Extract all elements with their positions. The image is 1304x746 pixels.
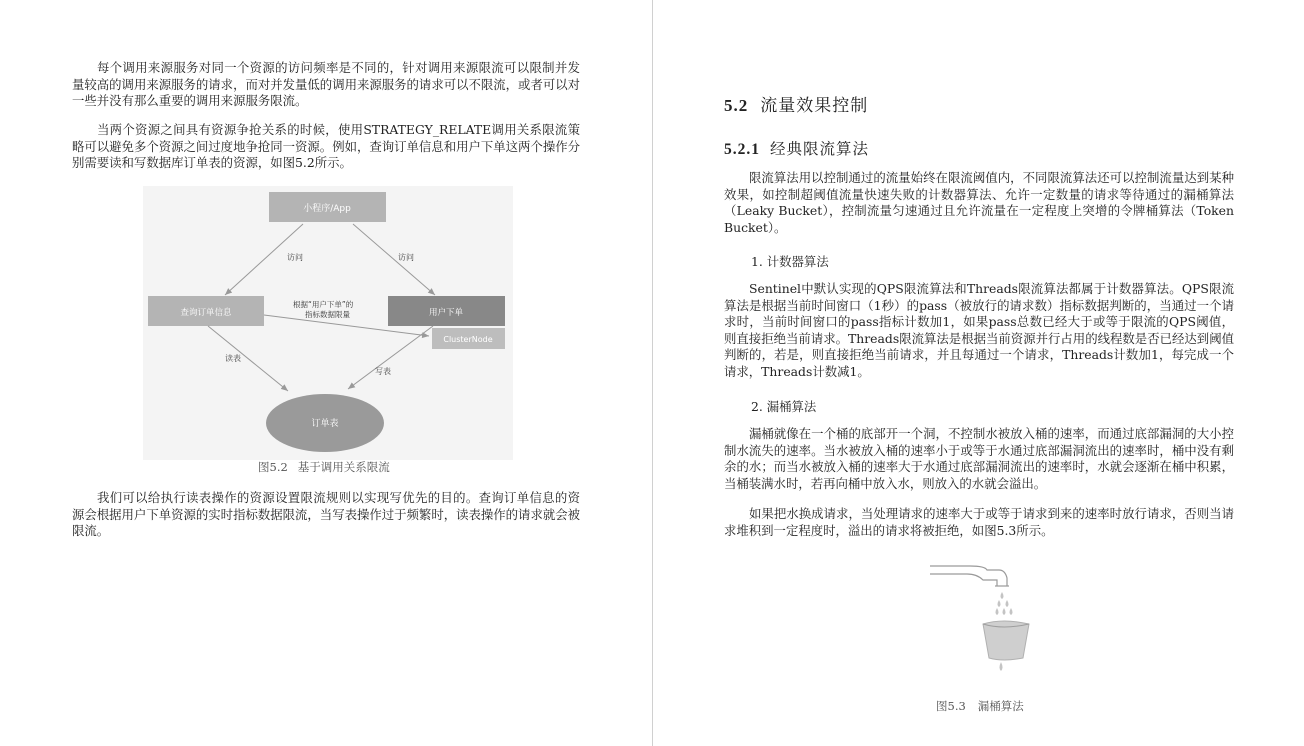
user-order-label: 用户下单: [428, 308, 464, 318]
section-heading: [724, 91, 868, 116]
figure-5-3-caption-text: 漏桶算法: [977, 699, 1024, 713]
figure-leaky-bucket-illustration: [925, 556, 1055, 686]
heading-counter-algorithm: 1. 计数器算法: [751, 254, 829, 269]
paragraph-write-priority: 我们可以给执行读表操作的资源设置限流规则以实现写优先的目的。查询订单信息的资源会根据用户下单资源的实时指标数据限流，当写表操作过于频繁时，读表操作的请求就会被限流。: [72, 490, 581, 539]
write-table-label: 写表: [375, 367, 391, 376]
read-table-label: 读表: [225, 354, 241, 363]
section-number: 5.2: [724, 96, 749, 115]
query-order-label: 查询订单信息: [180, 308, 232, 318]
paragraph-leaky-bucket: 漏桶就像在一个桶的底部开一个洞，不控制水被放入桶的速率，而通过底部漏洞的大小控制水流失的速率。当水被放入桶的速率小于或等于水通过底部漏洞流出的速率时，桶中没有剩余的水；而当水被放入桶的速率大于水通过底部漏洞流出的速率时，水就会逐渐在桶中积累，当桶装满水时，若再向桶中放入水，则放入的水就会溢出。: [724, 426, 1234, 491]
paragraph-caller-source: 每个调用来源服务对同一个资源的访问频率是不同的，针对调用来源限流可以限制并发量较高的调用来源服务的请求，而对并发量低的调用来源服务的请求可以不限流，或者可以对一些并没有那么重要的调用来源服务限流。: [72, 60, 581, 109]
note-line-2: 指标数据限量: [305, 310, 350, 319]
subsection-title: 经典限流算法: [770, 141, 870, 158]
figure-5-2-caption-text: 基于调用关系限流: [297, 460, 390, 474]
order-table-label: 订单表: [311, 419, 339, 429]
paragraph-strategy-relate: 当两个资源之间具有资源争抢关系的时候，使用STRATEGY_RELATE调用关系限流策略可以避免多个资源之间过度地争抢同一资源。例如，查询订单信息和用户下单这两个操作分别需要读和写数据库订单表的资源，如图5.2所示。: [72, 122, 581, 171]
paragraph-leaky-bucket-requests: 如果把水换成请求，当处理请求的速率大于或等于请求到来的速率时放行请求，否则当请求堆积到一定程度时，溢出的请求将被拒绝，如图5.3所示。: [724, 506, 1234, 538]
figure-relate-flow-diagram: [143, 186, 513, 460]
subsection-heading: [724, 137, 869, 159]
figure-5-2-caption: [258, 459, 390, 475]
figure-5-2-caption-number: 图5.2: [258, 460, 288, 474]
note-line-1: 根据“用户下单”的: [293, 300, 354, 309]
app-box-label: 小程序/App: [303, 204, 351, 214]
section-title: 流量效果控制: [760, 96, 869, 115]
subsection-number: 5.2.1: [724, 141, 760, 158]
figure-5-3-caption: [936, 698, 1024, 714]
access-right-label: 访问: [398, 253, 414, 262]
heading-leaky-bucket: 2. 漏桶算法: [751, 399, 817, 414]
paragraph-rate-limit-intro: 限流算法用以控制通过的流量始终在限流阈值内，不同限流算法还可以控制流量达到某种效果，如控制超阈值流量快速失败的计数器算法、允许一定数量的请求等待通过的漏桶算法（Leaky Bucket），控制流量匀速通过且允许流量在一定程度上突增的令牌桶算法（Token Bucket）。: [724, 170, 1234, 235]
cluster-node-label: ClusterNode: [443, 335, 493, 344]
access-left-label: 访问: [287, 253, 303, 262]
figure-5-3-caption-number: 图5.3: [936, 699, 966, 713]
paragraph-counter-algorithm: Sentinel中默认实现的QPS限流算法和Threads限流算法都属于计数器算法。QPS限流算法是根据当前时间窗口（1秒）的pass（被放行的请求数）指标数据判断的，当通过一个请求时，当前时间窗口的pass指标计数加1，如果pass总数已经大于或等于限流的QPS阈值，则直接拒绝当前请求。Threads限流算法是根据当前资源并行占用的线程数是否已经达到阈值判断的，若是，则直接拒绝当前请求，并且每通过一个请求，Threads计数加1，每完成一个请求，Threads计数减1。: [724, 281, 1234, 379]
